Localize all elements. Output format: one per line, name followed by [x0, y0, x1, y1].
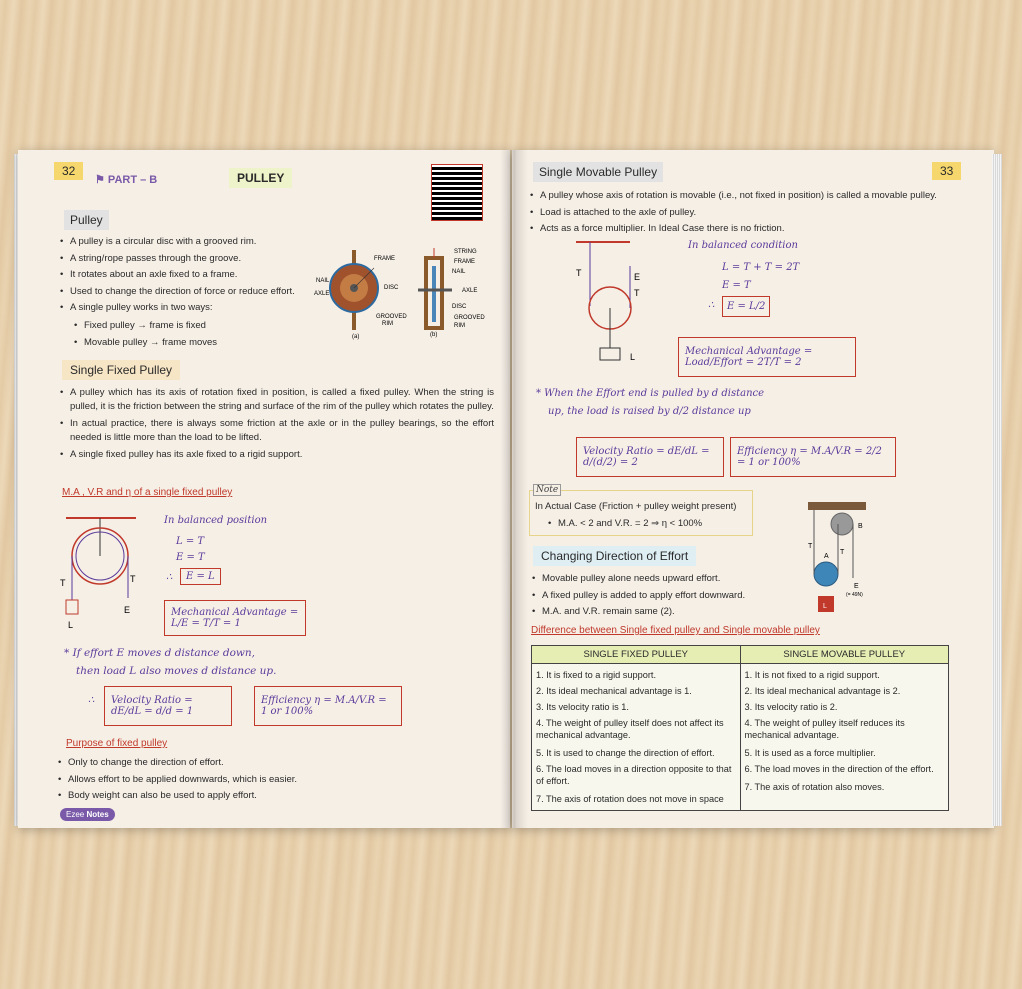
ma-formula: Mechanical Advantage = L/E = T/T = 1	[164, 600, 306, 636]
svg-text:AXLE: AXLE	[314, 291, 330, 297]
svg-text:GROOVED: GROOVED	[454, 315, 485, 321]
svg-text:(= 49N): (= 49N)	[846, 592, 863, 598]
qr-code[interactable]	[431, 164, 483, 221]
movable-pulley-diagram	[570, 236, 670, 366]
therefore-symbol-2: ∴	[88, 695, 95, 706]
changing-direction-points: • Movable pulley alone needs upward effort. • A fixed pulley is added to apply effort downward. • M.A. and V.R. remain same (2).	[530, 571, 802, 621]
right-vr-formula: Velocity Ratio = dE/dL = d/(d/2) = 2	[576, 437, 724, 477]
page-number-left: 32	[54, 162, 83, 180]
combined-pulley-diagram	[802, 498, 882, 620]
purpose-heading: Purpose of fixed pulley	[66, 738, 168, 749]
right-effort-note-1: * When the Effort end is pulled by d distance	[536, 388, 765, 399]
svg-text:E: E	[124, 605, 131, 615]
fixed-pulley-heading: Single Fixed Pulley	[62, 360, 180, 380]
fixed-pulley-points: • A pulley which has its axis of rotation fixed in position, is called a fixed pulley. When the string is pulled, it is the friction between the string and surface of the rim of the pulley which rotates the pulley. • In actual practice, there is always some friction at the axle or in the pulley bearings, so the effort needed is little more than the load to be lifted. • A single fixed pulley has its axle fixed to a rigid support.	[58, 386, 494, 462]
svg-text:E: E	[634, 272, 641, 282]
movable-pulley-points: • A pulley whose axis of rotation is movable (i.e., not fixed in position) is called a movable pulley. • Load is attached to the axle of pulley. • Acts as a force multiplier. In Ideal Case there is no friction.	[528, 188, 980, 238]
right-eq-2: E = T	[722, 280, 751, 291]
vr-formula: Velocity Ratio = dE/dL = d/d = 1	[104, 686, 232, 726]
difference-table	[531, 645, 949, 811]
svg-text:DISC: DISC	[452, 304, 467, 310]
svg-text:T: T	[808, 543, 813, 550]
right-eq-3: E = L/2	[722, 296, 770, 317]
svg-text:A: A	[824, 553, 829, 560]
svg-text:L: L	[823, 603, 827, 610]
table-col-fixed: 1. It is fixed to a rigid support. 2. Its ideal mechanical advantage is 1. 3. Its velocity ratio is 1. 4. The weight of pulley itself does not affect its mechanical advantage. 5. It is used to change the direction of effort. 6. The load moves in a direction opposite to that of effort. 7. The axis of rotation does not move in space	[532, 664, 741, 811]
ma-heading: M.A , V.R and η of a single fixed pulley	[62, 487, 233, 498]
pulley-parts-figure	[312, 244, 490, 340]
right-therefore: ∴	[708, 300, 715, 311]
eq-line-2: E = T	[176, 552, 205, 563]
note-bullets: • M.A. < 2 and V.R. = 2 ⇒ η < 100%	[546, 516, 758, 533]
svg-text:NAIL: NAIL	[316, 278, 330, 284]
svg-text:FRAME: FRAME	[374, 256, 395, 262]
right-eq-1: L = T + T = 2T	[722, 262, 800, 273]
table-col-movable: 1. It is not fixed to a rigid support. 2. Its ideal mechanical advantage is 2. 3. Its velocity ratio is 2. 4. The weight of pulley itself reduces its mechanical advantage. 5. It is used as a force multiplier. 6. The load moves in the direction of the effort. 7. The axis of rotation also moves.	[740, 664, 949, 811]
svg-text:L: L	[68, 620, 74, 630]
eq-line-3: E = L	[180, 568, 221, 585]
right-efficiency-formula: Efficiency η = M.A/V.R = 2/2 = 1 or 100%	[730, 437, 896, 477]
therefore-symbol: ∴	[166, 572, 173, 583]
brand-badge: Ezee Notes	[60, 808, 115, 821]
movable-pulley-heading: Single Movable Pulley	[533, 162, 663, 182]
balanced-condition: In balanced condition	[688, 240, 798, 251]
page-number-right: 33	[932, 162, 961, 180]
right-ma-formula: Mechanical Advantage = Load/Effort = 2T/T = 2	[678, 337, 856, 377]
svg-text:RIM: RIM	[454, 323, 465, 329]
pulley-points: • A pulley is a circular disc with a grooved rim. • A string/rope passes through the groove. • It rotates about an axle fixed to a frame. • Used to change the direction of force or reduce effort. • A single pulley works in two ways:	[58, 234, 330, 317]
svg-text:T: T	[130, 574, 136, 584]
svg-text:AXLE: AXLE	[462, 288, 478, 294]
effort-note-1: * If effort E moves d distance down,	[64, 647, 255, 659]
svg-text:DISC: DISC	[384, 285, 399, 291]
svg-text:T: T	[634, 288, 640, 298]
balanced-note: In balanced position	[164, 515, 268, 526]
svg-text:RIM: RIM	[382, 321, 393, 327]
pulley-heading: Pulley	[64, 210, 109, 230]
svg-text:GROOVED: GROOVED	[376, 314, 407, 320]
table-header-fixed: SINGLE FIXED PULLEY	[532, 646, 741, 664]
svg-text:NAIL: NAIL	[452, 269, 466, 275]
svg-text:L: L	[630, 352, 636, 362]
changing-direction-heading: Changing Direction of Effort	[533, 546, 696, 566]
svg-text:(a): (a)	[352, 334, 360, 340]
svg-text:T: T	[576, 268, 582, 278]
svg-text:B: B	[858, 523, 863, 530]
pulley-sub-points: • Fixed pulley → frame is fixed • Movable pulley → frame moves	[72, 318, 324, 351]
fixed-pulley-diagram	[56, 510, 156, 630]
svg-text:E: E	[854, 583, 859, 590]
svg-text:(b): (b)	[430, 332, 438, 338]
difference-heading: Difference between Single fixed pulley and Single movable pulley	[531, 625, 820, 636]
svg-text:T: T	[840, 549, 845, 556]
purpose-points: • Only to change the direction of effort. • Allows effort to be applied downwards, which is easier. • Body weight can also be used to apply effort.	[56, 755, 368, 805]
effort-note-2: then load L also moves d distance up.	[76, 665, 277, 677]
svg-text:FRAME: FRAME	[454, 259, 475, 265]
svg-text:STRING: STRING	[454, 249, 477, 255]
part-label: ⚑ PART – B	[95, 174, 158, 186]
right-effort-note-2: up, the load is raised by d/2 distance up	[548, 406, 751, 417]
svg-text:T: T	[60, 578, 66, 588]
note-tag: Note	[533, 484, 561, 496]
table-header-movable: SINGLE MOVABLE PULLEY	[740, 646, 949, 664]
note-text: In Actual Case (Friction + pulley weight present)	[535, 501, 737, 512]
page-title: PULLEY	[229, 168, 292, 188]
eq-line-1: L = T	[176, 536, 205, 547]
efficiency-formula: Efficiency η = M.A/V.R = 1 or 100%	[254, 686, 402, 726]
